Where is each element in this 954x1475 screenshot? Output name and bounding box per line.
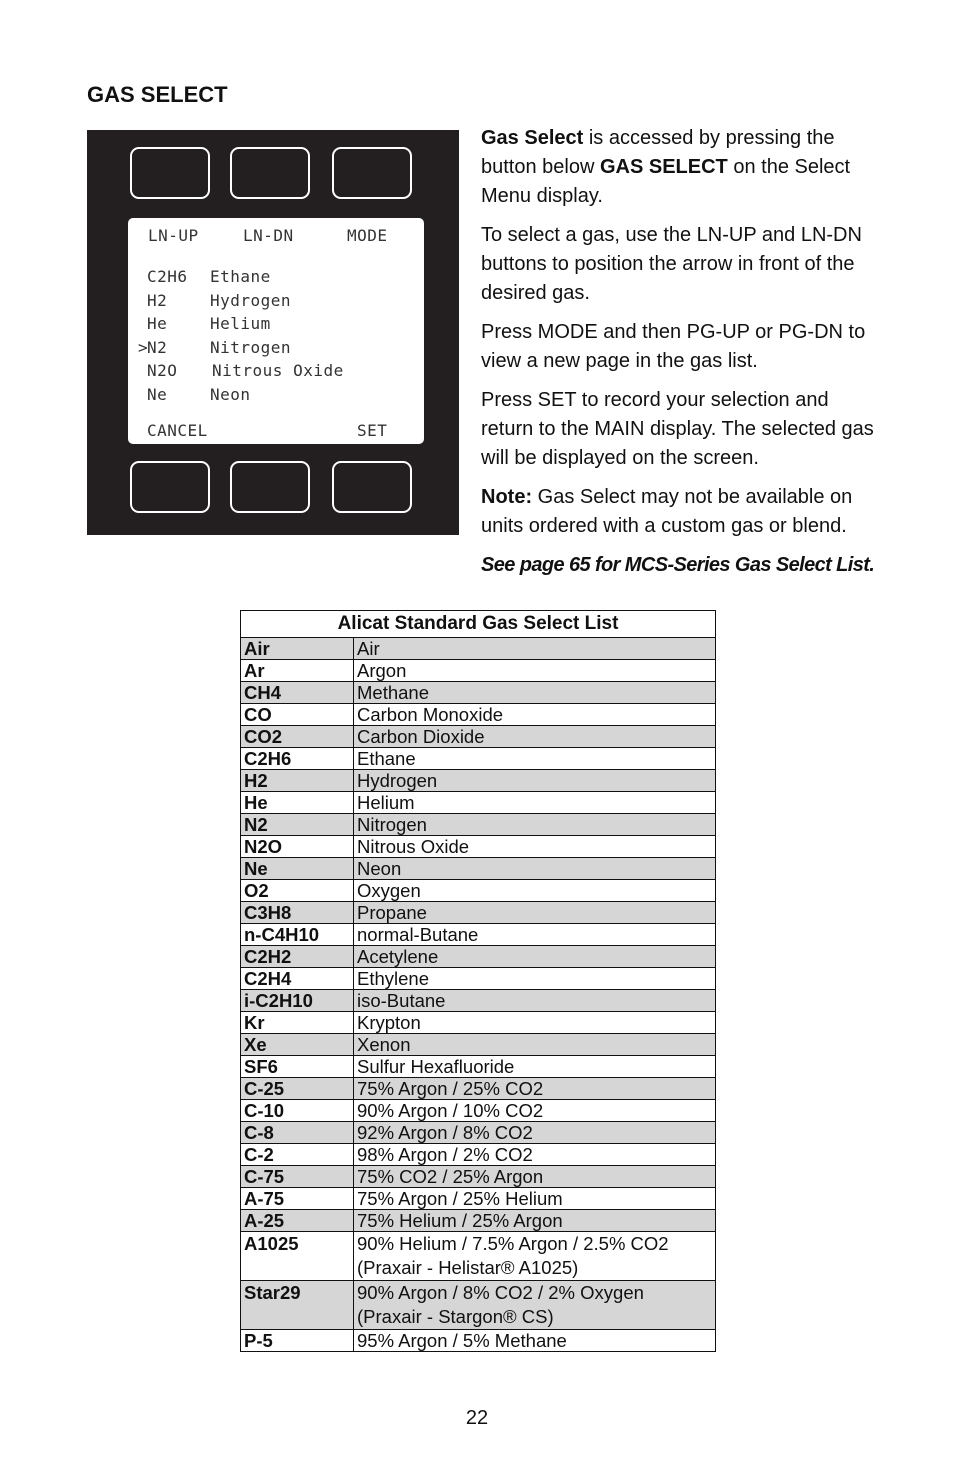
description-paragraph: Press SET to record your selection and return to the MAIN display. The selected gas will be displayed on the screen. — [481, 389, 874, 469]
table-row — [241, 968, 716, 990]
cancel-button[interactable] — [130, 461, 210, 513]
table-row — [241, 792, 716, 814]
screen-gas-row — [128, 386, 424, 408]
gas-name-cell: iso-Butane — [354, 990, 716, 1012]
gas-name-cell: normal-Butane — [354, 924, 716, 946]
table-row — [241, 638, 716, 660]
gas-name-cell: Krypton — [354, 1012, 716, 1034]
screen-label-set: SET — [357, 421, 388, 440]
gas-code-cell: C2H4 — [241, 968, 354, 990]
gas-name-cell: Nitrous Oxide — [354, 836, 716, 858]
gas-code-cell: Star29 — [241, 1281, 354, 1330]
table-row — [241, 1330, 716, 1352]
page-number: 22 — [465, 1407, 489, 1429]
table-row — [241, 704, 716, 726]
table-row — [241, 682, 716, 704]
gas-name-cell — [354, 1281, 716, 1330]
table-row — [241, 902, 716, 924]
ln-up-button[interactable] — [130, 147, 210, 199]
gas-code-cell: O2 — [241, 880, 354, 902]
gas-code-cell: C2H6 — [241, 748, 354, 770]
gas-name-cell: 95% Argon / 5% Methane — [354, 1330, 716, 1352]
table-row — [241, 1122, 716, 1144]
gas-code-cell: n-C4H10 — [241, 924, 354, 946]
gas-name-cell: Methane — [354, 682, 716, 704]
screen-gas-name: Nitrogen — [210, 338, 292, 357]
gas-name-cell: Air — [354, 638, 716, 660]
description-paragraph: Press MODE and then PG-UP or PG-DN to view a new page in the gas list. — [481, 321, 866, 372]
gas-name-cell: Acetylene — [354, 946, 716, 968]
note-label: Note: — [481, 486, 533, 508]
gas-name-cell: 92% Argon / 8% CO2 — [354, 1122, 716, 1144]
gas-code-cell: Ar — [241, 660, 354, 682]
table-body — [241, 638, 716, 1352]
table-row — [241, 1056, 716, 1078]
ln-dn-button[interactable] — [230, 147, 310, 199]
table-row — [241, 1012, 716, 1034]
set-button[interactable] — [332, 461, 412, 513]
table-row — [241, 858, 716, 880]
table-row — [241, 1210, 716, 1232]
screen-gas-row — [128, 292, 424, 314]
mode-button[interactable] — [332, 147, 412, 199]
table-row — [241, 1100, 716, 1122]
note-paragraph — [481, 483, 876, 541]
table-row — [241, 1144, 716, 1166]
gas-name-cell: 75% Argon / 25% CO2 — [354, 1078, 716, 1100]
bold-term: GAS SELECT — [599, 156, 728, 178]
table-title: Alicat Standard Gas Select List — [241, 611, 716, 638]
display-screen — [128, 218, 424, 444]
table-row — [241, 770, 716, 792]
table-row — [241, 726, 716, 748]
gas-name-line-2: (Praxair - Stargon® CS) — [357, 1306, 554, 1327]
screen-gas-code: Ne — [147, 385, 168, 404]
description-paragraph: To select a gas, use the LN-UP and LN-DN buttons to position the arrow in front of the desired gas. — [481, 224, 862, 304]
gas-name-cell: 75% CO2 / 25% Argon — [354, 1166, 716, 1188]
gas-code-cell: SF6 — [241, 1056, 354, 1078]
table-row — [241, 1281, 716, 1330]
gas-code-cell: Air — [241, 638, 354, 660]
gas-code-cell: Ne — [241, 858, 354, 880]
table-row — [241, 946, 716, 968]
gas-name-cell: Argon — [354, 660, 716, 682]
screen-gas-name: Neon — [210, 385, 251, 404]
gas-code-cell: C-25 — [241, 1078, 354, 1100]
gas-code-cell: C3H8 — [241, 902, 354, 924]
screen-gas-row — [128, 362, 424, 384]
gas-name-cell: Carbon Monoxide — [354, 704, 716, 726]
table-row — [241, 1188, 716, 1210]
screen-gas-name: Ethane — [210, 267, 271, 286]
screen-gas-code: C2H6 — [147, 267, 188, 286]
device-display-panel — [87, 130, 459, 535]
table-row — [241, 836, 716, 858]
gas-code-cell: A-25 — [241, 1210, 354, 1232]
gas-name-line: 90% Helium / 7.5% Argon / 2.5% CO2 — [357, 1233, 669, 1254]
gas-code-cell: Xe — [241, 1034, 354, 1056]
table-row — [241, 1078, 716, 1100]
table-row — [241, 1232, 716, 1281]
gas-name-cell: Oxygen — [354, 880, 716, 902]
text-run: on the Select Menu display. — [481, 156, 851, 207]
screen-gas-code: H2 — [147, 291, 168, 310]
section-title: GAS SELECT — [87, 82, 228, 107]
table-row — [241, 1166, 716, 1188]
middle-bottom-button[interactable] — [230, 461, 310, 513]
gas-code-cell: i-C2H10 — [241, 990, 354, 1012]
table-row — [241, 924, 716, 946]
gas-name-cell: Sulfur Hexafluoride — [354, 1056, 716, 1078]
gas-name-line-2: (Praxair - Helistar® A1025) — [357, 1257, 579, 1278]
gas-name-cell: Ethane — [354, 748, 716, 770]
screen-gas-code: He — [147, 314, 168, 333]
gas-code-cell: C2H2 — [241, 946, 354, 968]
gas-code-cell: C-8 — [241, 1122, 354, 1144]
screen-arrow: > — [138, 338, 149, 357]
gas-code-cell: A1025 — [241, 1232, 354, 1281]
gas-name-cell: 98% Argon / 2% CO2 — [354, 1144, 716, 1166]
gas-name-cell: 75% Helium / 25% Argon — [354, 1210, 716, 1232]
screen-label-cancel: CANCEL — [147, 421, 208, 440]
gas-name-cell: Hydrogen — [354, 770, 716, 792]
gas-select-table — [240, 610, 716, 1352]
gas-code-cell: CO2 — [241, 726, 354, 748]
gas-code-cell: C-10 — [241, 1100, 354, 1122]
screen-gas-row-selected — [128, 339, 424, 361]
table-row — [241, 660, 716, 682]
gas-name-cell: Nitrogen — [354, 814, 716, 836]
gas-name-cell: Ethylene — [354, 968, 716, 990]
gas-code-cell: H2 — [241, 770, 354, 792]
gas-name-cell: 75% Argon / 25% Helium — [354, 1188, 716, 1210]
gas-code-cell: He — [241, 792, 354, 814]
gas-name-cell: Propane — [354, 902, 716, 924]
screen-gas-code: N2 — [147, 338, 168, 357]
gas-code-cell: N2O — [241, 836, 354, 858]
gas-name-line: 90% Argon / 8% CO2 / 2% Oxygen — [357, 1282, 644, 1303]
screen-label-mode: MODE — [347, 226, 388, 245]
see-page-reference: See page 65 for MCS-Series Gas Select List. — [481, 554, 875, 576]
gas-code-cell: CO — [241, 704, 354, 726]
table-row — [241, 880, 716, 902]
gas-name-cell: Neon — [354, 858, 716, 880]
screen-label-ln-up: LN-UP — [148, 226, 199, 245]
table-row — [241, 990, 716, 1012]
gas-code-cell: Kr — [241, 1012, 354, 1034]
screen-gas-name: Hydrogen — [210, 291, 292, 310]
gas-name-cell: 90% Argon / 10% CO2 — [354, 1100, 716, 1122]
text-run: is accessed by pressing the button below — [481, 127, 835, 178]
gas-code-cell: N2 — [241, 814, 354, 836]
bold-term: Gas Select — [481, 127, 584, 149]
screen-gas-name: Nitrous Oxide — [212, 361, 344, 380]
note-text: Gas Select may not be available on units ordered with a custom gas or blend. — [481, 486, 853, 537]
gas-name-cell: Xenon — [354, 1034, 716, 1056]
gas-code-cell: C-75 — [241, 1166, 354, 1188]
screen-gas-row — [128, 268, 424, 290]
table-row — [241, 1034, 716, 1056]
table-row — [241, 814, 716, 836]
gas-code-cell: P-5 — [241, 1330, 354, 1352]
gas-code-cell: A-75 — [241, 1188, 354, 1210]
gas-name-cell: Carbon Dioxide — [354, 726, 716, 748]
gas-code-cell: C-2 — [241, 1144, 354, 1166]
screen-gas-name: Helium — [210, 314, 271, 333]
table-row — [241, 748, 716, 770]
gas-name-cell — [354, 1232, 716, 1281]
screen-gas-row — [128, 315, 424, 337]
description-column — [481, 124, 876, 590]
screen-label-ln-dn: LN-DN — [243, 226, 294, 245]
screen-gas-code: N2O — [147, 361, 178, 380]
gas-code-cell: CH4 — [241, 682, 354, 704]
description-paragraph — [481, 124, 876, 211]
gas-name-cell: Helium — [354, 792, 716, 814]
